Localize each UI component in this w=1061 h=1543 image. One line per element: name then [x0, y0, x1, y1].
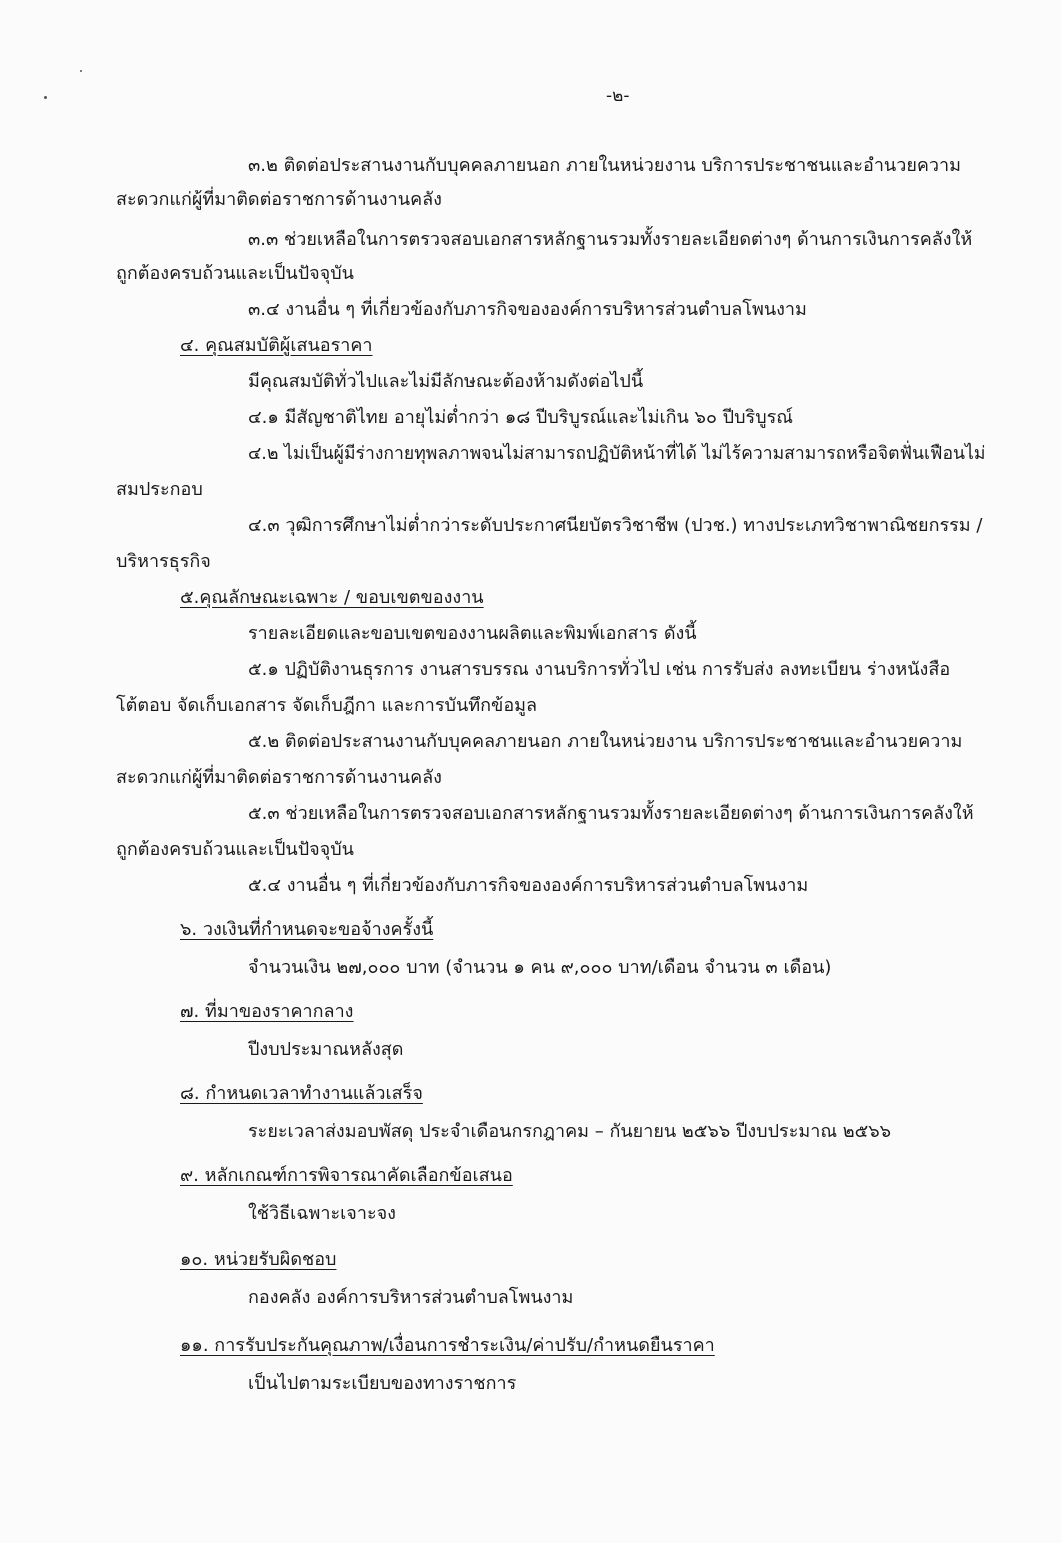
heading-4: ๔. คุณสมบัติผู้เสนอราคา [180, 335, 373, 356]
line-5-3-cont: ถูกต้องครบถ้วนและเป็นปัจจุบัน [116, 839, 354, 860]
page-number: -๒- [606, 86, 630, 106]
line-5-3: ๕.๓ ช่วยเหลือในการตรวจสอบเอกสารหลักฐานรวมทั้งรายละเอียดต่างๆ ด้านการเงินการคลังให้ [248, 803, 974, 824]
line-4-intro: มีคุณสมบัติทั่วไปและไม่มีลักษณะต้องห้ามดังต่อไปนี้ [248, 371, 644, 392]
heading-5: ๕.คุณลักษณะเฉพาะ / ขอบเขตของงาน [180, 587, 484, 608]
heading-7: ๗. ที่มาของราคากลาง [180, 1001, 354, 1022]
line-3-2: ๓.๒ ติดต่อประสานงานกับบุคคลภายนอก ภายในหน่วยงาน บริการประชาชนและอำนวยความ [248, 155, 962, 176]
line-6-amount: จำนวนเงิน ๒๗,๐๐๐ บาท (จำนวน ๑ คน ๙,๐๐๐ บาท/เดือน จำนวน ๓ เดือน) [248, 957, 832, 978]
line-5-1-cont: โต้ตอบ จัดเก็บเอกสาร จัดเก็บฎีกา และการบันทึกข้อมูล [116, 695, 538, 716]
line-4-1: ๔.๑ มีสัญชาติไทย อายุไม่ต่ำกว่า ๑๘ ปีบริบูรณ์และไม่เกิน ๖๐ ปีบริบูรณ์ [248, 407, 793, 428]
line-4-2: ๔.๒ ไม่เป็นผู้มีร่างกายทุพลภาพจนไม่สามารถปฏิบัติหน้าที่ได้ ไม่ไร้ความสามารถหรือจิตฟั่นเฟือนไม่ [248, 443, 986, 464]
line-4-3: ๔.๓ วุฒิการศึกษาไม่ต่ำกว่าระดับประกาศนียบัตรวิชาชีพ (ปวช.) ทางประเภทวิชาพาณิชยกรรม / [248, 515, 983, 536]
line-5-2-cont: สะดวกแก่ผู้ที่มาติดต่อราชการด้านงานคลัง [116, 767, 442, 788]
line-3-3-cont: ถูกต้องครบถ้วนและเป็นปัจจุบัน [116, 263, 354, 284]
line-9-method: ใช้วิธีเฉพาะเจาะจง [248, 1203, 396, 1224]
heading-11: ๑๑. การรับประกันคุณภาพ/เงื่อนการชำระเงิน/ค่าปรับ/กำหนดยืนราคา [180, 1335, 715, 1356]
line-11-rule: เป็นไปตามระเบียบของทางราชการ [248, 1373, 517, 1394]
line-5-intro: รายละเอียดและขอบเขตของงานผลิตและพิมพ์เอกสาร ดังนี้ [248, 623, 697, 644]
heading-6: ๖. วงเงินที่กำหนดจะขอจ้างครั้งนี้ [180, 919, 434, 940]
line-4-3-cont: บริหารธุรกิจ [116, 551, 211, 572]
line-5-1: ๕.๑ ปฏิบัติงานธุรการ งานสารบรรณ งานบริการทั่วไป เช่น การรับส่ง ลงทะเบียน ร่างหนังสือ [248, 659, 951, 680]
line-5-2: ๕.๒ ติดต่อประสานงานกับบุคคลภายนอก ภายในหน่วยงาน บริการประชาชนและอำนวยความ [248, 731, 963, 752]
line-5-4: ๕.๔ งานอื่น ๆ ที่เกี่ยวข้องกับภารกิจขององค์การบริหารส่วนตำบลโพนงาม [248, 875, 809, 896]
scan-speck [44, 96, 47, 99]
heading-8: ๘. กำหนดเวลาทำงานแล้วเสร็จ [180, 1083, 423, 1104]
heading-10: ๑๐. หน่วยรับผิดชอบ [180, 1249, 337, 1270]
line-10-unit: กองคลัง องค์การบริหารส่วนตำบลโพนงาม [248, 1287, 574, 1308]
line-7-source: ปีงบประมาณหลังสุด [248, 1039, 404, 1060]
line-3-2-cont: สะดวกแก่ผู้ที่มาติดต่อราชการด้านงานคลัง [116, 189, 442, 210]
line-4-2-cont: สมประกอบ [116, 479, 203, 500]
line-3-3: ๓.๓ ช่วยเหลือในการตรวจสอบเอกสารหลักฐานรวมทั้งรายละเอียดต่างๆ ด้านการเงินการคลังให้ [248, 229, 973, 250]
heading-9: ๙. หลักเกณฑ์การพิจารณาคัดเลือกข้อเสนอ [180, 1165, 513, 1186]
line-8-period: ระยะเวลาส่งมอบพัสดุ ประจำเดือนกรกฎาคม – กันยายน ๒๕๖๖ ปีงบประมาณ ๒๕๖๖ [248, 1121, 892, 1142]
scan-speck [80, 70, 82, 72]
line-3-4: ๓.๔ งานอื่น ๆ ที่เกี่ยวข้องกับภารกิจขององค์การบริหารส่วนตำบลโพนงาม [248, 299, 807, 320]
